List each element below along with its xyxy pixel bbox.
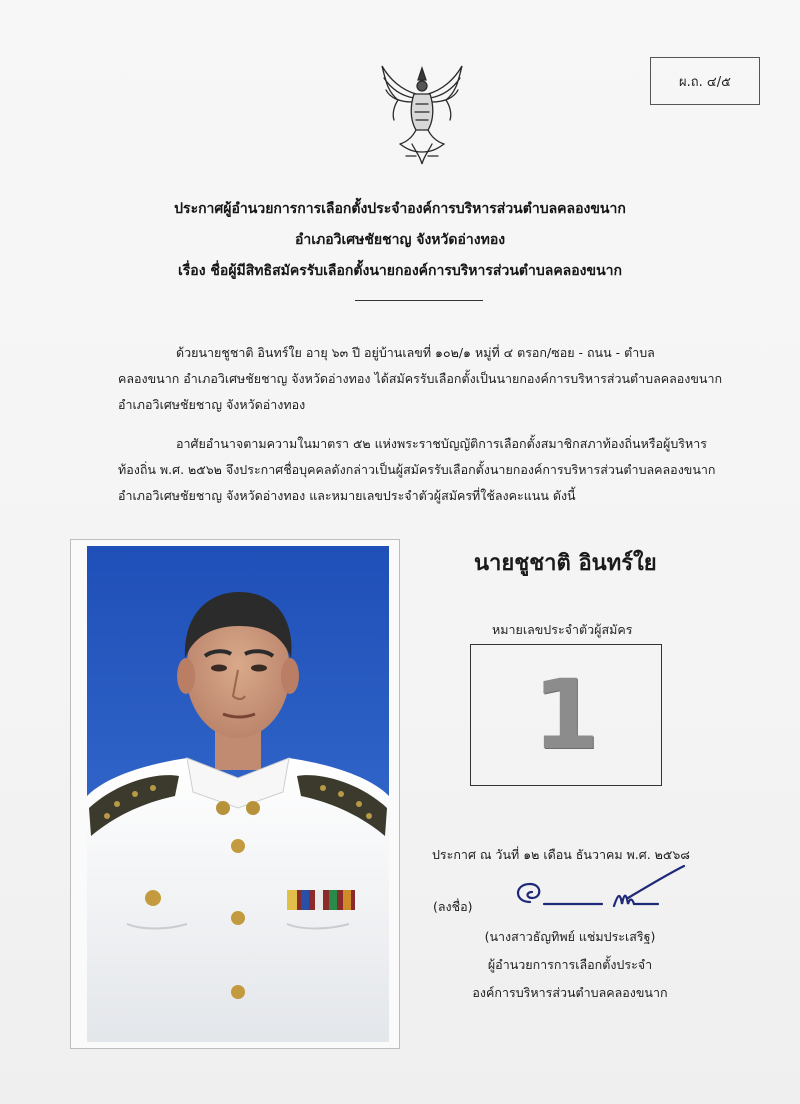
paragraph-line: คลองขนาก อำเภอวิเศษชัยชาญ จังหวัดอ่างทอง ได้สมัครรับเลือกตั้งเป็นนายกองค์การบริหารส่วนตำบลคลองขนาก xyxy=(118,371,723,386)
candidate-number-box xyxy=(470,644,662,786)
candidate-photo-frame xyxy=(70,539,400,1049)
form-code: ผ.ถ. ๔/๕ xyxy=(679,74,731,90)
paragraph-candidate-info xyxy=(118,340,730,418)
paragraph-line: ท้องถิ่น พ.ศ. ๒๕๖๒ จึงประกาศชื่อบุคคลดังกล่าวเป็นผู้สมัครรับเลือกตั้งนายกองค์การบริหารส่วนตำบลคลองขนาก xyxy=(118,462,716,477)
paragraph-line: อำเภอวิเศษชัยชาญ จังหวัดอ่างทอง และหมายเลขประจำตัวผู้สมัครที่ใช้ลงคะแนน ดังนี้ xyxy=(118,488,576,503)
heading-line-1: ประกาศผู้อำนวยการการเลือกตั้งประจำองค์การบริหารส่วนตำบลคลองขนาก xyxy=(174,201,626,217)
candidate-name: นายชูชาติ อินทร์ใย xyxy=(474,551,657,576)
signer-name: (นางสาวธัญทิพย์ แช่มประเสริฐ) xyxy=(484,929,656,944)
form-code-box xyxy=(650,57,760,105)
candidate-number-label: หมายเลขประจำตัวผู้สมัคร xyxy=(492,622,633,637)
heading-divider xyxy=(355,300,483,301)
paragraph-line: อาศัยอำนาจตามความในมาตรา ๕๒ แห่งพระราชบัญญัติการเลือกตั้งสมาชิกสภาท้องถิ่นหรือผู้บริหาร xyxy=(176,436,707,451)
signature-icon xyxy=(508,858,688,928)
heading-subject: เรื่อง ชื่อผู้มีสิทธิสมัครรับเลือกตั้งนายกองค์การบริหารส่วนตำบลคลองขนาก xyxy=(178,263,622,279)
paragraph-line: ด้วยนายชูชาติ อินทร์ใย อายุ ๖๓ ปี อยู่บ้านเลขที่ ๑๐๒/๑ หมู่ที่ ๔ ตรอก/ซอย - ถนน - ตำบล xyxy=(176,345,655,360)
signer-title-line-1: ผู้อำนวยการการเลือกตั้งประจำ xyxy=(487,957,653,972)
sign-label: (ลงชื่อ) xyxy=(433,899,473,914)
signer-title-line-2: องค์การบริหารส่วนตำบลคลองขนาก xyxy=(472,985,668,1000)
candidate-number: 1 xyxy=(532,659,600,771)
paragraph-line: อำเภอวิเศษชัยชาญ จังหวัดอ่างทอง xyxy=(118,397,306,412)
heading-line-2: อำเภอวิเศษชัยชาญ จังหวัดอ่างทอง xyxy=(294,232,506,248)
announcement-date: ประกาศ ณ วันที่ ๑๒ เดือน ธันวาคม พ.ศ. ๒๕๖๘ xyxy=(432,847,690,862)
garuda-emblem-icon xyxy=(372,60,472,170)
paragraph-legal-basis xyxy=(118,431,730,509)
